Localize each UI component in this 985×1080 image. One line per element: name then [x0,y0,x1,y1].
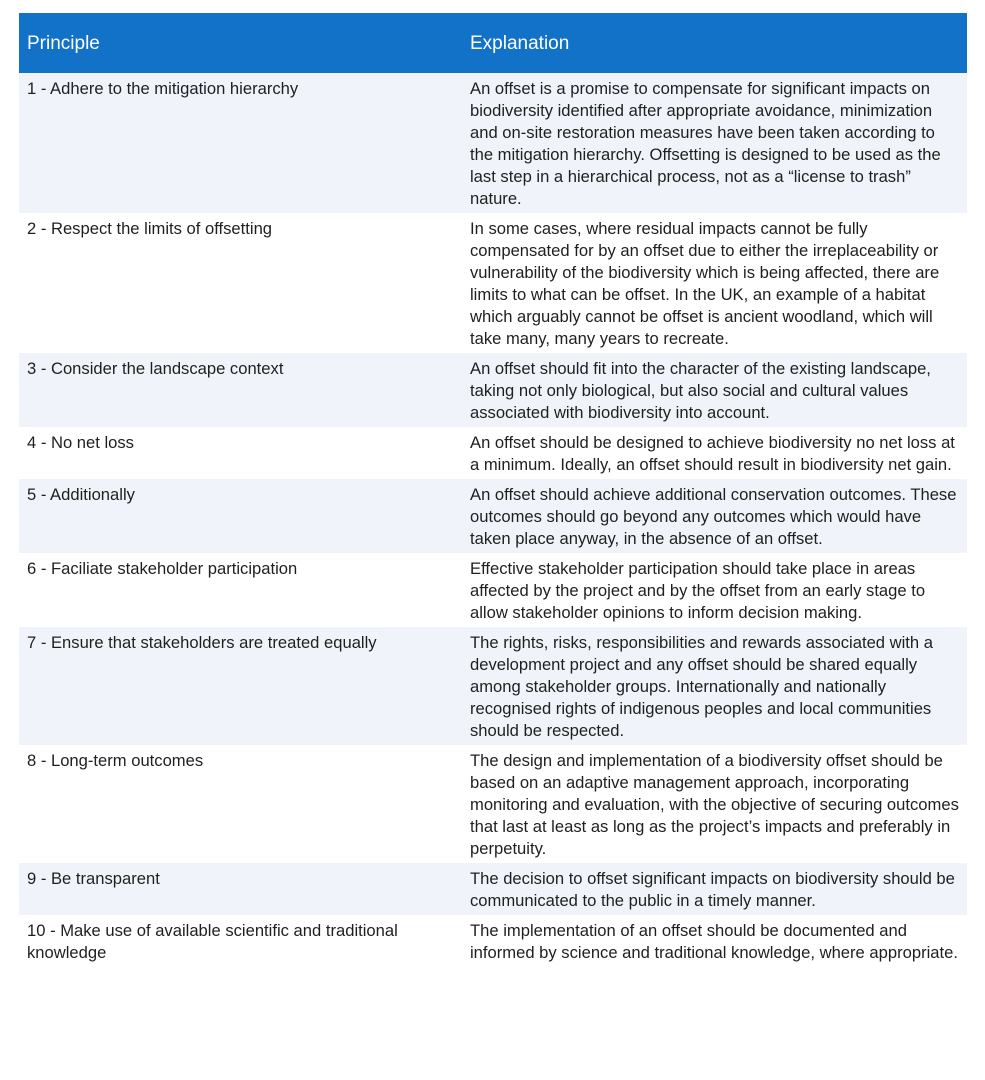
header-principle: Principle [27,33,100,54]
explanation-cell: An offset should be designed to achieve biodiversity no net loss at a minimum. Ideally, an offset should result in biodiversity net gain. [470,433,955,474]
explanation-cell: An offset should fit into the character of the existing landscape, taking not only biological, but also social and cultural values associated with biodiversity into account. [470,359,931,422]
table-row [19,479,967,553]
explanation-cell: In some cases, where residual impacts cannot be fully compensated for by an offset due to either the irreplaceability or vulnerability of the biodiversity which is being affected, there are limits to what can be offset. In the UK, an example of a habitat which arguably cannot be offset is ancient woodland, which will take many, many years to recreate. [470,219,940,348]
table-row [19,553,967,627]
explanation-cell: The implementation of an offset should be documented and informed by science and traditional knowledge, where appropriate. [470,921,958,962]
table-row [19,73,967,213]
table-row [19,863,967,915]
explanation-cell: Effective stakeholder participation should take place in areas affected by the project and by the offset from an early stage to allow stakeholder opinions to inform decision making. [470,559,926,622]
table-row [19,627,967,745]
header-explanation: Explanation [470,33,570,54]
principle-cell: 1 - Adhere to the mitigation hierarchy [27,79,299,98]
principle-cell: 2 - Respect the limits of offsetting [27,219,273,238]
table-row [19,915,967,967]
principles-table [19,13,967,967]
principle-cell: 6 - Faciliate stakeholder participation [27,559,298,578]
principle-cell: 7 - Ensure that stakeholders are treated equally [27,633,377,652]
explanation-cell: The design and implementation of a biodiversity offset should be based on an adaptive management approach, incorporating monitoring and evaluation, with the objective of securing outcomes that last at least as long as the project’s impacts and preferably in perpetuity. [470,751,959,858]
table-row [19,427,967,479]
table-body [19,73,967,967]
principle-cell: 10 - Make use of available scientific and traditional knowledge [27,921,398,962]
explanation-cell: The rights, risks, responsibilities and rewards associated with a development project and any offset should be shared equally among stakeholder groups. Internationally and nationally recognised rights of indigenous peoples and local communities should be respected. [470,633,933,740]
table-header-row [19,13,967,73]
principle-cell: 5 - Additionally [27,485,135,504]
principle-cell: 9 - Be transparent [27,869,160,888]
explanation-cell: The decision to offset significant impacts on biodiversity should be communicated to the public in a timely manner. [470,869,955,910]
explanation-cell: An offset should achieve additional conservation outcomes. These outcomes should go beyond any outcomes which would have taken place anyway, in the absence of an offset. [470,485,957,548]
table-row [19,213,967,353]
principle-cell: 3 - Consider the landscape context [27,359,284,378]
table-row [19,353,967,427]
explanation-cell: An offset is a promise to compensate for significant impacts on biodiversity identified after appropriate avoidance, minimization and on-site restoration measures have been taken according to the mitigation hierarchy. Offsetting is designed to be used as the last step in a hierarchical process, not as a “license to trash” nature. [470,79,941,208]
principle-cell: 8 - Long-term outcomes [27,751,204,770]
principle-cell: 4 - No net loss [27,433,134,452]
table-row [19,745,967,863]
